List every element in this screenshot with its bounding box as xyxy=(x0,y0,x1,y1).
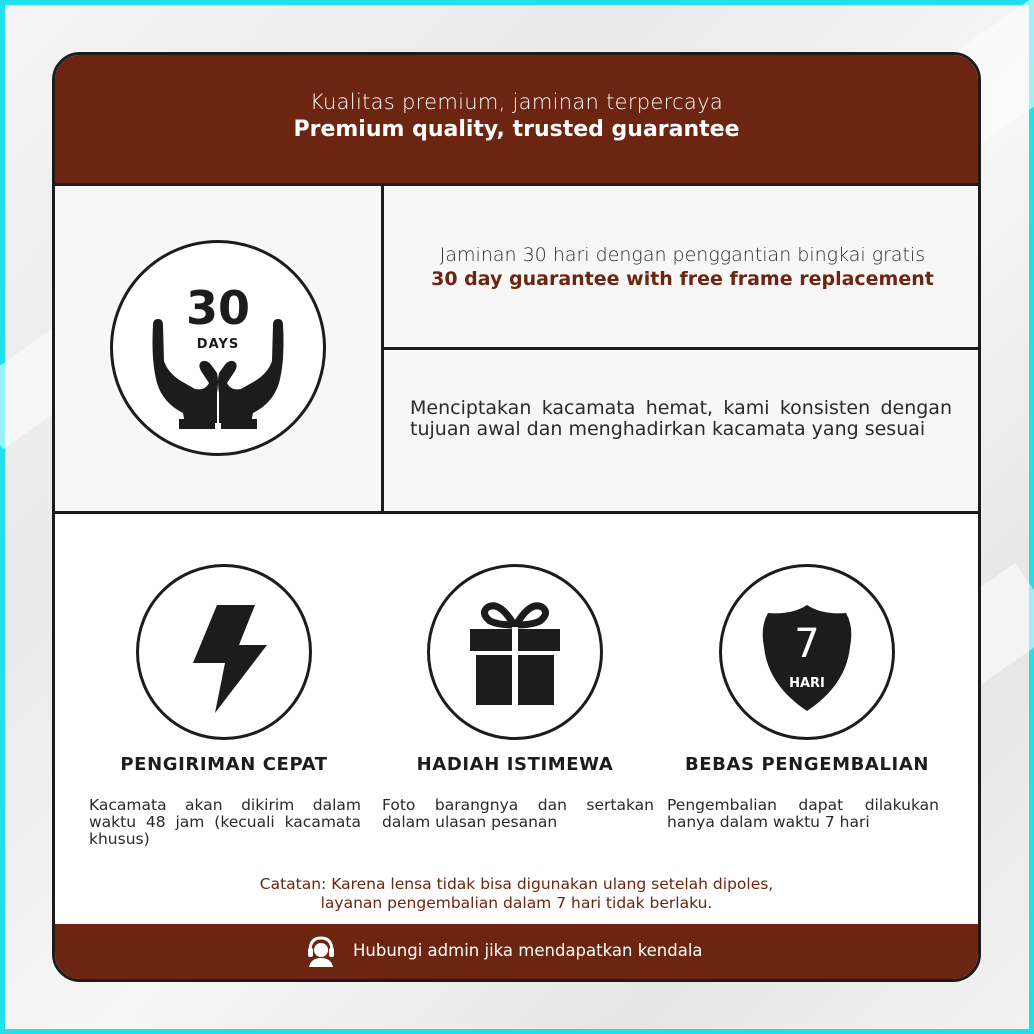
header-title-en: Premium quality, trusted guarantee xyxy=(293,117,740,142)
guarantee-text-id: Jaminan 30 hari dengan penggantian bingkai gratis xyxy=(439,244,926,266)
feature-desc: Pengembalian dapat dilakukan hanya dalam waktu 7 hari xyxy=(667,796,939,831)
feature-icon-circle xyxy=(719,564,895,740)
card-header xyxy=(55,55,978,183)
note-text xyxy=(55,875,978,913)
feature-title: PENGIRIMAN CEPAT xyxy=(120,754,328,775)
mission-text: Menciptakan kacamata hemat, kami konsisten dengan tujuan awal dan menghadirkan kacamata yang sesuai xyxy=(410,397,952,440)
days-badge xyxy=(110,240,326,456)
features-section xyxy=(55,514,978,928)
note-line: Catatan: Karena lensa tidak bisa digunakan ulang setelah dipoles, xyxy=(259,875,774,893)
hands-holding-icon xyxy=(113,243,323,453)
days-badge-panel xyxy=(55,186,381,511)
days-number: 30 xyxy=(185,281,250,335)
shield-label: HARI xyxy=(789,676,825,691)
header-title-id: Kualitas premium, jaminan terpercaya xyxy=(310,90,723,114)
note-line: layanan pengembalian dalam 7 hari tidak berlaku. xyxy=(320,894,713,912)
shield-number: 7 xyxy=(794,621,820,667)
days-label: DAYS xyxy=(196,337,240,352)
footer-text: Hubungi admin jika mendapatkan kendala xyxy=(353,941,703,960)
lightning-icon xyxy=(139,567,309,737)
mission-panel xyxy=(384,350,981,511)
gift-icon xyxy=(430,567,600,737)
guarantee-card xyxy=(52,52,981,982)
feature-title: BEBAS PENGEMBALIAN xyxy=(684,754,930,775)
feature-icon-circle xyxy=(136,564,312,740)
feature-desc: Kacamata akan dikirim dalam waktu 48 jam (kecuali kacamata khusus) xyxy=(89,796,361,848)
guarantee-text-en: 30 day guarantee with free frame replacement xyxy=(431,268,934,290)
feature-desc: Foto barangnya dan sertakan dalam ulasan pesanan xyxy=(382,796,654,831)
feature-icon-circle xyxy=(427,564,603,740)
support-agent-icon xyxy=(303,933,339,969)
feature-title: HADIAH ISTIMEWA xyxy=(416,754,614,775)
footer-bar[interactable] xyxy=(55,924,978,979)
guarantee-panel xyxy=(384,186,981,347)
